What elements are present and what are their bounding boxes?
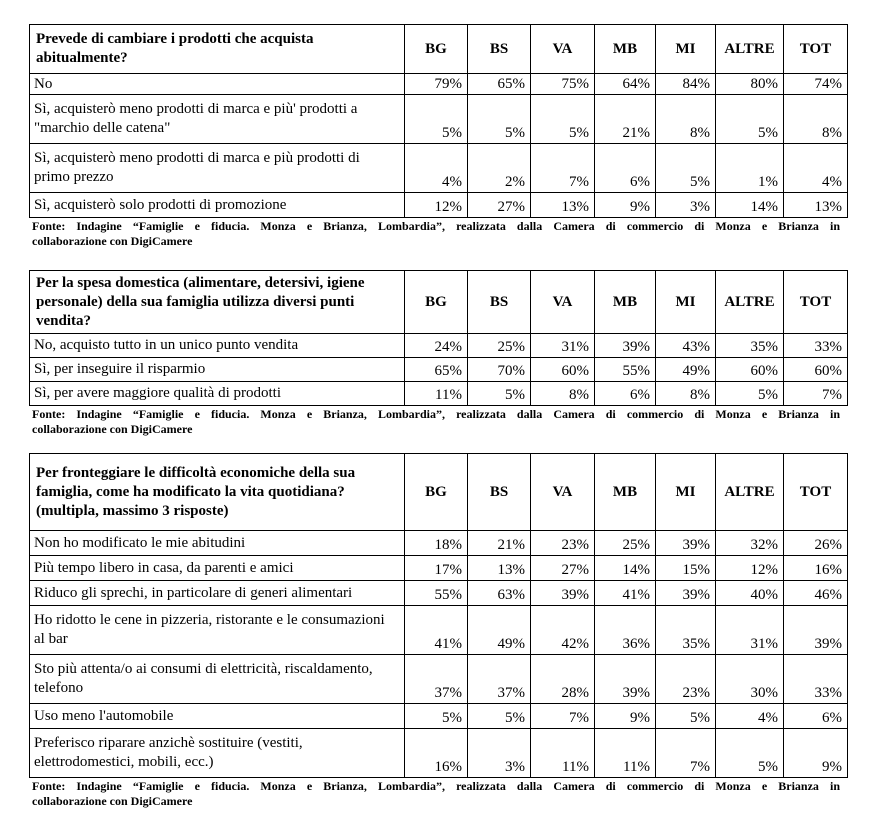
col-header-va: VA [531, 25, 595, 74]
cell-mi: 5% [656, 144, 716, 193]
cell-tot: 6% [784, 704, 848, 729]
cell-va: 8% [531, 382, 595, 406]
col-header-tot: TOT [784, 271, 848, 334]
cell-bs: 37% [468, 655, 531, 704]
cell-bs: 3% [468, 729, 531, 778]
cell-va: 11% [531, 729, 595, 778]
cell-bs: 63% [468, 581, 531, 606]
table-row [30, 334, 848, 358]
col-header-mb: MB [595, 454, 656, 531]
cell-tot: 9% [784, 729, 848, 778]
cell-bg: 41% [405, 606, 468, 655]
cell-bg: 4% [405, 144, 468, 193]
cell-bs: 13% [468, 556, 531, 581]
cell-bs: 5% [468, 382, 531, 406]
cell-mi: 23% [656, 655, 716, 704]
cell-mi: 5% [656, 704, 716, 729]
cell-mi: 8% [656, 382, 716, 406]
table-row [30, 729, 848, 778]
col-header-bs: BS [468, 25, 531, 74]
cell-tot: 8% [784, 95, 848, 144]
col-header-mb: MB [595, 271, 656, 334]
table-header-row [30, 25, 848, 74]
cell-bg: 37% [405, 655, 468, 704]
cell-altre: 4% [716, 704, 784, 729]
cell-va: 7% [531, 144, 595, 193]
table-row [30, 606, 848, 655]
cell-bg: 65% [405, 358, 468, 382]
cell-va: 28% [531, 655, 595, 704]
cell-tot: 4% [784, 144, 848, 193]
question-text: Per fronteggiare le difficoltà economiche della sua famiglia, come ha modificato la vita quotidiana? (multipla, massimo 3 risposte) [30, 454, 405, 531]
question-text: Per la spesa domestica (alimentare, detersivi, igiene personale) della sua famiglia utilizza diversi punti vendita? [30, 271, 405, 334]
source-note [29, 219, 840, 249]
col-header-tot: TOT [784, 25, 848, 74]
row-label: Sì, per avere maggiore qualità di prodotti [30, 382, 405, 406]
cell-altre: 40% [716, 581, 784, 606]
cell-mi: 39% [656, 581, 716, 606]
cell-tot: 33% [784, 655, 848, 704]
cell-mb: 41% [595, 581, 656, 606]
table-row [30, 581, 848, 606]
cell-mi: 7% [656, 729, 716, 778]
table-row [30, 556, 848, 581]
cell-mi: 15% [656, 556, 716, 581]
row-label: Preferisco riparare anzichè sostituire (vestiti, elettrodomestici, mobili, ecc.) [30, 729, 405, 778]
cell-mi: 3% [656, 193, 716, 218]
col-header-altre: ALTRE [716, 25, 784, 74]
cell-bg: 55% [405, 581, 468, 606]
source-line-2: collaborazione con DigiCamere [32, 234, 193, 248]
cell-bg: 18% [405, 531, 468, 556]
cell-mi: 35% [656, 606, 716, 655]
cell-mi: 49% [656, 358, 716, 382]
source-line-2: collaborazione con DigiCamere [32, 422, 193, 436]
cell-va: 75% [531, 74, 595, 95]
cell-bs: 21% [468, 531, 531, 556]
cell-mb: 25% [595, 531, 656, 556]
cell-mi: 8% [656, 95, 716, 144]
cell-bs: 65% [468, 74, 531, 95]
cell-bg: 79% [405, 74, 468, 95]
table-row [30, 382, 848, 406]
cell-altre: 30% [716, 655, 784, 704]
source-line-2: collaborazione con DigiCamere [32, 794, 193, 808]
cell-bg: 5% [405, 704, 468, 729]
col-header-mi: MI [656, 454, 716, 531]
table-block-1 [29, 24, 847, 249]
cell-mb: 6% [595, 382, 656, 406]
cell-mb: 64% [595, 74, 656, 95]
table-row [30, 704, 848, 729]
cell-mb: 9% [595, 704, 656, 729]
cell-va: 42% [531, 606, 595, 655]
col-header-bg: BG [405, 25, 468, 74]
cell-tot: 16% [784, 556, 848, 581]
cell-bg: 24% [405, 334, 468, 358]
cell-tot: 7% [784, 382, 848, 406]
cell-va: 31% [531, 334, 595, 358]
survey-table-shopping-points [29, 270, 848, 406]
cell-tot: 13% [784, 193, 848, 218]
cell-mi: 39% [656, 531, 716, 556]
cell-bs: 49% [468, 606, 531, 655]
cell-altre: 5% [716, 729, 784, 778]
cell-bs: 2% [468, 144, 531, 193]
row-label: Uso meno l'automobile [30, 704, 405, 729]
cell-altre: 32% [716, 531, 784, 556]
table-row [30, 74, 848, 95]
source-line-1: Fonte: Indagine “Famiglie e fiducia. Monza e Brianza, Lombardia”, realizzata dalla Camera di commercio di Monza e Brianza in [32, 407, 840, 421]
cell-bs: 25% [468, 334, 531, 358]
table-row [30, 531, 848, 556]
row-label: Sì, acquisterò meno prodotti di marca e più' prodotti a "marchio delle catena" [30, 95, 405, 144]
survey-table-daily-life [29, 453, 848, 778]
col-header-bg: BG [405, 454, 468, 531]
cell-altre: 80% [716, 74, 784, 95]
source-line-1: Fonte: Indagine “Famiglie e fiducia. Monza e Brianza, Lombardia”, realizzata dalla Camera di commercio di Monza e Brianza in [32, 779, 840, 793]
cell-va: 5% [531, 95, 595, 144]
col-header-bg: BG [405, 271, 468, 334]
row-label: Più tempo libero in casa, da parenti e amici [30, 556, 405, 581]
table-block-2 [29, 270, 847, 437]
cell-altre: 12% [716, 556, 784, 581]
cell-bs: 27% [468, 193, 531, 218]
cell-altre: 60% [716, 358, 784, 382]
col-header-mi: MI [656, 271, 716, 334]
cell-va: 27% [531, 556, 595, 581]
cell-altre: 35% [716, 334, 784, 358]
cell-va: 13% [531, 193, 595, 218]
cell-bg: 11% [405, 382, 468, 406]
cell-bg: 5% [405, 95, 468, 144]
row-label: Riduco gli sprechi, in particolare di generi alimentari [30, 581, 405, 606]
row-label: No [30, 74, 405, 95]
col-header-mi: MI [656, 25, 716, 74]
table-row [30, 144, 848, 193]
table-header-row [30, 454, 848, 531]
cell-mb: 9% [595, 193, 656, 218]
source-note [29, 407, 840, 437]
cell-tot: 26% [784, 531, 848, 556]
row-label: Sì, per inseguire il risparmio [30, 358, 405, 382]
row-label: Sto più attenta/o ai consumi di elettricità, riscaldamento, telefono [30, 655, 405, 704]
cell-altre: 31% [716, 606, 784, 655]
source-note [29, 779, 840, 809]
row-label: Non ho modificato le mie abitudini [30, 531, 405, 556]
table-row [30, 193, 848, 218]
cell-altre: 5% [716, 95, 784, 144]
cell-mb: 39% [595, 334, 656, 358]
cell-tot: 33% [784, 334, 848, 358]
cell-bs: 70% [468, 358, 531, 382]
table-row [30, 358, 848, 382]
col-header-bs: BS [468, 454, 531, 531]
cell-mb: 36% [595, 606, 656, 655]
row-label: Sì, acquisterò meno prodotti di marca e più prodotti di primo prezzo [30, 144, 405, 193]
question-text: Prevede di cambiare i prodotti che acquista abitualmente? [30, 25, 405, 74]
cell-bg: 16% [405, 729, 468, 778]
cell-bs: 5% [468, 95, 531, 144]
cell-mb: 14% [595, 556, 656, 581]
cell-va: 7% [531, 704, 595, 729]
cell-mi: 84% [656, 74, 716, 95]
table-row [30, 655, 848, 704]
cell-altre: 14% [716, 193, 784, 218]
col-header-altre: ALTRE [716, 271, 784, 334]
col-header-mb: MB [595, 25, 656, 74]
cell-mb: 55% [595, 358, 656, 382]
cell-tot: 60% [784, 358, 848, 382]
cell-va: 23% [531, 531, 595, 556]
cell-mb: 6% [595, 144, 656, 193]
row-label: Sì, acquisterò solo prodotti di promozione [30, 193, 405, 218]
col-header-va: VA [531, 271, 595, 334]
col-header-va: VA [531, 454, 595, 531]
cell-va: 60% [531, 358, 595, 382]
cell-mb: 39% [595, 655, 656, 704]
col-header-tot: TOT [784, 454, 848, 531]
cell-altre: 5% [716, 382, 784, 406]
cell-bs: 5% [468, 704, 531, 729]
col-header-altre: ALTRE [716, 454, 784, 531]
cell-bg: 12% [405, 193, 468, 218]
table-header-row [30, 271, 848, 334]
cell-altre: 1% [716, 144, 784, 193]
cell-mb: 11% [595, 729, 656, 778]
cell-mi: 43% [656, 334, 716, 358]
cell-tot: 39% [784, 606, 848, 655]
cell-tot: 74% [784, 74, 848, 95]
cell-va: 39% [531, 581, 595, 606]
source-line-1: Fonte: Indagine “Famiglie e fiducia. Monza e Brianza, Lombardia”, realizzata dalla Camera di commercio di Monza e Brianza in [32, 219, 840, 233]
row-label: No, acquisto tutto in un unico punto vendita [30, 334, 405, 358]
row-label: Ho ridotto le cene in pizzeria, ristorante e le consumazioni al bar [30, 606, 405, 655]
cell-bg: 17% [405, 556, 468, 581]
table-row [30, 95, 848, 144]
survey-table-change-products [29, 24, 848, 218]
table-block-3 [29, 453, 847, 809]
cell-mb: 21% [595, 95, 656, 144]
cell-tot: 46% [784, 581, 848, 606]
col-header-bs: BS [468, 271, 531, 334]
